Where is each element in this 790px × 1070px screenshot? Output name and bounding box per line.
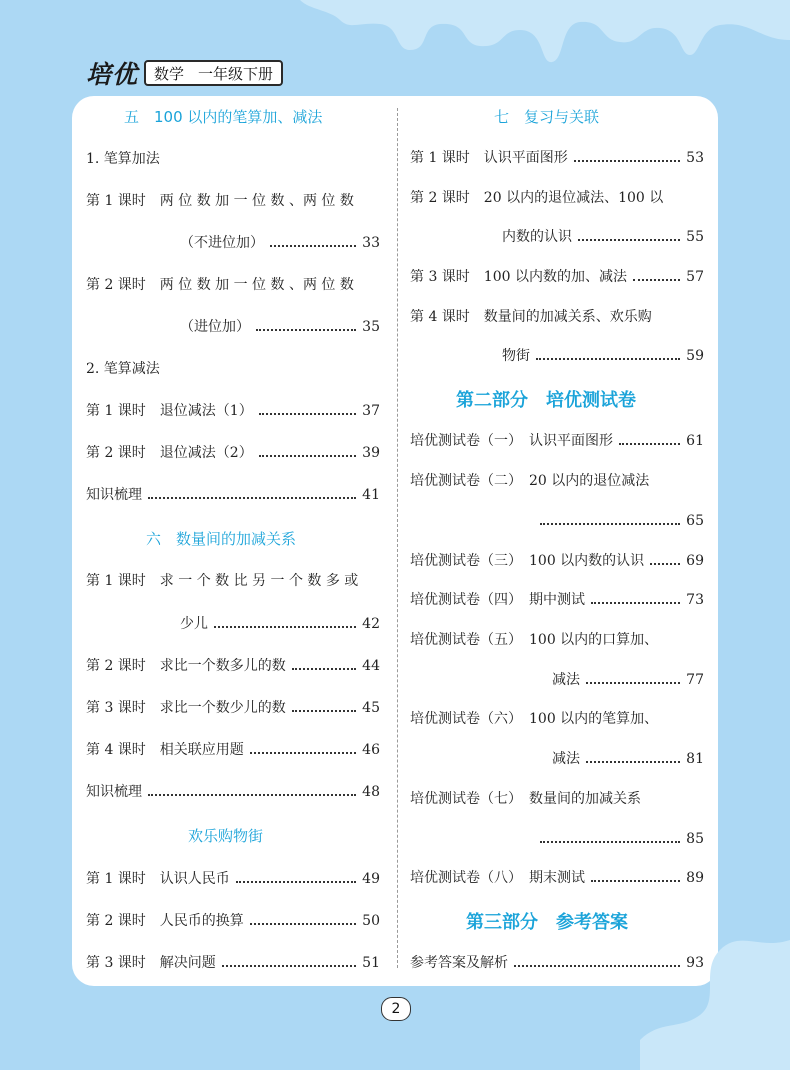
page-number: 61 bbox=[686, 433, 704, 449]
corner-decoration bbox=[640, 920, 790, 1070]
toc-entry[interactable] bbox=[86, 484, 380, 506]
page-number: 46 bbox=[362, 742, 380, 758]
brand-logo: 培优 bbox=[86, 60, 139, 89]
toc-text: 第 2 课时 求比一个数多儿的数 bbox=[86, 658, 286, 674]
toc-text: 第 2 课时 两 位 数 加 一 位 数 、两 位 数 bbox=[86, 277, 354, 293]
page-number: 57 bbox=[686, 269, 704, 285]
page-number: 42 bbox=[362, 616, 380, 632]
section-title: 欢乐购物街 bbox=[188, 827, 264, 845]
toc-entry[interactable] bbox=[552, 748, 704, 770]
toc-entry[interactable] bbox=[410, 187, 663, 209]
dot-leader bbox=[270, 232, 356, 247]
toc-text: 知识梳理 bbox=[86, 784, 142, 800]
toc-entry[interactable] bbox=[410, 550, 704, 572]
grade-name: 一年级下册 bbox=[198, 64, 274, 83]
page-number-badge: 2 bbox=[381, 997, 411, 1021]
page-number: 49 bbox=[362, 871, 380, 887]
dot-leader bbox=[578, 226, 680, 241]
toc-text: 第 4 课时 相关联应用题 bbox=[86, 742, 244, 758]
toc-entry[interactable] bbox=[540, 828, 704, 850]
toc-text: 第 1 课时 退位减法（1） bbox=[86, 403, 253, 419]
toc-text: 培优测试卷（八） 期末测试 bbox=[410, 870, 585, 886]
dot-leader bbox=[250, 739, 356, 754]
toc-text: 知识梳理 bbox=[86, 487, 142, 503]
column-divider bbox=[397, 108, 398, 968]
toc-entry[interactable] bbox=[86, 868, 380, 890]
dot-leader bbox=[586, 748, 680, 763]
toc-text: 培优测试卷（二） 20 以内的退位减法 bbox=[410, 473, 650, 489]
page-number: 77 bbox=[686, 672, 704, 688]
dot-leader bbox=[148, 484, 356, 499]
toc-entry[interactable] bbox=[86, 655, 380, 677]
dot-leader bbox=[619, 430, 680, 445]
section-title: 六 数量间的加减关系 bbox=[146, 530, 297, 548]
toc-text: 培优测试卷（四） 期中测试 bbox=[410, 592, 585, 608]
toc-text: 第 2 课时 20 以内的退位减法、100 以 bbox=[410, 190, 664, 206]
dot-leader bbox=[292, 697, 356, 712]
dot-leader bbox=[633, 266, 680, 281]
dot-leader bbox=[236, 868, 356, 883]
dot-leader bbox=[148, 781, 356, 796]
dot-leader bbox=[650, 550, 680, 565]
dot-leader bbox=[250, 910, 356, 925]
toc-text: 第 3 课时 100 以内数的加、减法 bbox=[410, 269, 627, 285]
toc-entry[interactable] bbox=[410, 430, 704, 452]
page-number: 37 bbox=[362, 403, 380, 419]
toc-text: 培优测试卷（五） 100 以内的口算加、 bbox=[410, 632, 659, 648]
page-number: 73 bbox=[686, 592, 704, 608]
subsection-title bbox=[86, 148, 160, 170]
dot-leader bbox=[540, 510, 680, 525]
toc-text: 第 1 课时 认识人民币 bbox=[86, 871, 230, 887]
toc-text: 第 2 课时 人民币的换算 bbox=[86, 913, 244, 929]
toc-entry[interactable] bbox=[180, 232, 380, 254]
toc-text: （进位加） bbox=[180, 319, 250, 335]
toc-text: 参考答案及解析 bbox=[410, 955, 508, 971]
page-number: 65 bbox=[686, 513, 704, 529]
dot-leader bbox=[591, 589, 680, 604]
toc-entry[interactable] bbox=[86, 400, 380, 422]
page-number: 93 bbox=[686, 955, 704, 971]
toc-entry[interactable] bbox=[86, 739, 380, 761]
toc-entry[interactable] bbox=[86, 570, 358, 592]
page-number: 44 bbox=[362, 658, 380, 674]
page-number: 48 bbox=[362, 784, 380, 800]
toc-text: 培优测试卷（六） 100 以内的笔算加、 bbox=[410, 711, 659, 727]
page-number: 33 bbox=[362, 235, 380, 251]
toc-text: 第 3 课时 求比一个数少儿的数 bbox=[86, 700, 286, 716]
toc-entry[interactable] bbox=[502, 345, 704, 367]
dot-leader bbox=[586, 669, 680, 684]
toc-entry[interactable] bbox=[552, 669, 704, 691]
toc-text: 少儿 bbox=[180, 616, 208, 632]
page-number: 55 bbox=[686, 229, 704, 245]
dot-leader bbox=[292, 655, 356, 670]
toc-text: 第 1 课时 两 位 数 加 一 位 数 、两 位 数 bbox=[86, 193, 354, 209]
toc-entry[interactable] bbox=[410, 147, 704, 169]
page-number: 45 bbox=[362, 700, 380, 716]
toc-text: 第 1 课时 求 一 个 数 比 另 一 个 数 多 或 bbox=[86, 573, 359, 589]
toc-text: 培优测试卷（一） 认识平面图形 bbox=[410, 433, 613, 449]
section-title: 五 100 以内的笔算加、减法 bbox=[124, 108, 323, 126]
toc-text: 减法 bbox=[552, 672, 580, 688]
page-number: 39 bbox=[362, 445, 380, 461]
page-number: 59 bbox=[686, 348, 704, 364]
dot-leader bbox=[256, 316, 356, 331]
toc-entry[interactable] bbox=[540, 510, 704, 532]
subsection-title bbox=[86, 358, 160, 380]
page-number: 35 bbox=[362, 319, 380, 335]
dot-leader bbox=[259, 400, 356, 415]
toc-entry[interactable] bbox=[502, 226, 704, 248]
toc-entry[interactable] bbox=[86, 781, 380, 803]
toc-text: 物街 bbox=[502, 348, 530, 364]
toc-text: 培优测试卷（七） 数量间的加减关系 bbox=[410, 791, 641, 807]
subject-label bbox=[144, 60, 283, 86]
dot-leader bbox=[259, 442, 356, 457]
page-number: 50 bbox=[362, 913, 380, 929]
dot-leader bbox=[591, 867, 680, 882]
toc-entry[interactable] bbox=[410, 629, 658, 651]
toc-entry[interactable] bbox=[410, 266, 704, 288]
toc-entry[interactable] bbox=[86, 952, 380, 974]
toc-entry[interactable] bbox=[410, 306, 652, 328]
book-header bbox=[86, 58, 283, 88]
toc-text: （不进位加） bbox=[180, 235, 264, 251]
page-number: 85 bbox=[686, 831, 704, 847]
page-number: 69 bbox=[686, 553, 704, 569]
subject-name: 数学 bbox=[154, 64, 185, 83]
toc-entry[interactable] bbox=[180, 316, 380, 338]
toc-entry[interactable] bbox=[86, 442, 380, 464]
dot-leader bbox=[214, 613, 356, 628]
page-number: 81 bbox=[686, 751, 704, 767]
dot-leader bbox=[536, 345, 680, 360]
toc-entry[interactable] bbox=[86, 190, 354, 212]
toc-text: 内数的认识 bbox=[502, 229, 572, 245]
dot-leader bbox=[574, 147, 680, 162]
dot-leader bbox=[222, 952, 356, 967]
toc-entry[interactable] bbox=[410, 788, 641, 810]
part-title: 第二部分 培优测试卷 bbox=[456, 390, 636, 411]
toc-entry[interactable] bbox=[410, 470, 649, 492]
page-number: 53 bbox=[686, 150, 704, 166]
toc-text: 1. 笔算加法 bbox=[86, 151, 160, 167]
page-number: 41 bbox=[362, 487, 380, 503]
toc-entry[interactable] bbox=[86, 274, 354, 296]
toc-entry[interactable] bbox=[86, 910, 380, 932]
toc-text: 培优测试卷（三） 100 以内数的认识 bbox=[410, 553, 645, 569]
toc-entry[interactable] bbox=[410, 867, 704, 889]
toc-entry[interactable] bbox=[410, 589, 704, 611]
part-title: 第三部分 参考答案 bbox=[466, 912, 628, 933]
toc-entry[interactable] bbox=[86, 697, 380, 719]
toc-text: 减法 bbox=[552, 751, 580, 767]
dot-leader bbox=[540, 828, 680, 843]
toc-text: 第 4 课时 数量间的加减关系、欢乐购 bbox=[410, 309, 652, 325]
toc-entry[interactable] bbox=[180, 613, 380, 635]
toc-entry[interactable] bbox=[410, 708, 658, 730]
toc-text: 2. 笔算减法 bbox=[86, 361, 160, 377]
toc-text: 第 2 课时 退位减法（2） bbox=[86, 445, 253, 461]
page-number: 51 bbox=[362, 955, 380, 971]
toc-text: 第 1 课时 认识平面图形 bbox=[410, 150, 568, 166]
page-number: 89 bbox=[686, 870, 704, 886]
section-title: 七 复习与关联 bbox=[494, 108, 600, 126]
toc-text: 第 3 课时 解决问题 bbox=[86, 955, 216, 971]
